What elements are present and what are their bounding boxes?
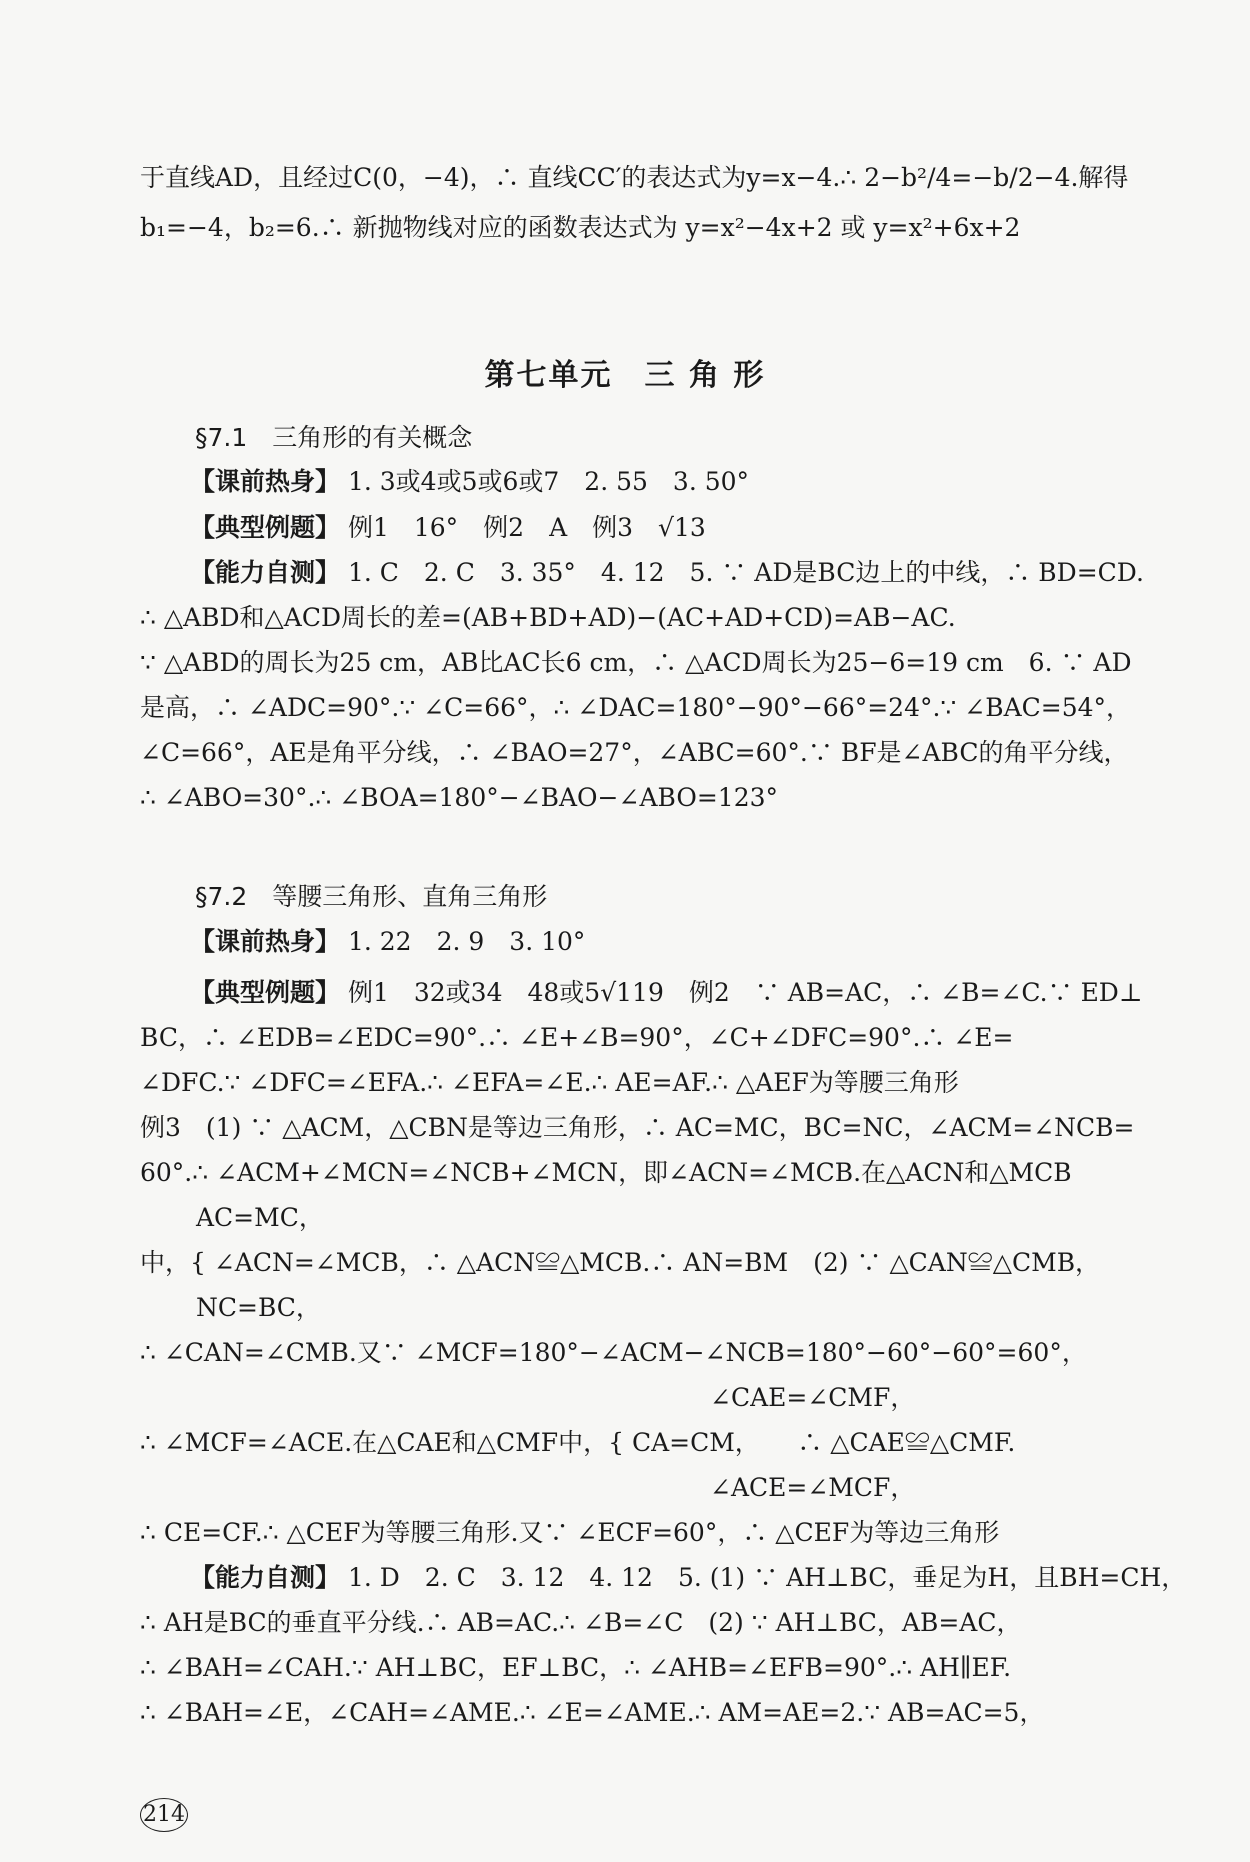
example-line — [190, 508, 1240, 548]
text-line: ∴ △ABD和△ACD周长的差=(AB+BD+AD)−(AC+AD+CD)=AB−AC. — [140, 603, 956, 632]
warmup-answers: 1. 3或4或5或6或7 2. 55 3. 50° — [347, 467, 750, 496]
text-line: 例3 (1) ∵ △ACM，△CBN是等边三角形，∴ AC=MC，BC=NC，∠ACM=∠NCB= — [140, 1113, 1135, 1142]
ability-tag: 【能力自测】 — [190, 1563, 341, 1592]
text-line: ∵ △ABD的周长为25 cm，AB比AC长6 cm，∴ △ACD周长为25−6=19 cm 6. ∵ AD — [140, 648, 1132, 677]
ability-line — [190, 1558, 1240, 1598]
system-row: NC=BC， — [196, 1293, 321, 1322]
text-line: 是高，∴ ∠ADC=90°.∵ ∠C=66°，∴ ∠DAC=180°−90°−66°=24°.∵ ∠BAC=54°， — [140, 693, 1132, 722]
example-tag: 【典型例题】 — [190, 513, 341, 542]
system-row: ∠ACE=∠MCF， — [710, 1473, 916, 1502]
example-answers: 例1 32或34 48或5√119 例2 ∵ AB=AC，∴ ∠B=∠C.∵ ED⊥ — [347, 978, 1143, 1007]
example-line — [190, 973, 1240, 1013]
text-line: 中，{ ∠ACN=∠MCB，∴ △ACN≌△MCB.∴ AN=BM (2) ∵ △CAN≌△CMB， — [140, 1248, 1101, 1277]
text-line: ∠DFC.∵ ∠DFC=∠EFA.∴ ∠EFA=∠E.∴ AE=AF.∴ △AEF为等腰三角形 — [140, 1068, 959, 1097]
text-line: ∴ ∠MCF=∠ACE.在△CAE和△CMF中，{ CA=CM， ∴ △CAE≌△CMF. — [140, 1428, 1016, 1457]
ability-tag: 【能力自测】 — [190, 558, 341, 587]
example-answers: 例1 16° 例2 A 例3 √13 — [347, 513, 706, 542]
system-row: ∠CAE=∠CMF， — [710, 1383, 916, 1412]
text-line: ∴ ∠BAH=∠CAH.∵ AH⊥BC，EF⊥BC，∴ ∠AHB=∠EFB=90°.∴ AH∥EF. — [140, 1653, 1012, 1682]
ability-line — [190, 553, 1240, 593]
unit-title: 第七单元 三 角 形 — [484, 358, 766, 393]
ability-answers: 1. D 2. C 3. 12 4. 12 5. (1) ∵ AH⊥BC，垂足为H，且BH=CH， — [347, 1563, 1187, 1592]
text-line: ∠C=66°，AE是角平分线，∴ ∠BAO=27°，∠ABC=60°.∵ BF是∠ABC的角平分线， — [140, 738, 1129, 767]
warmup-line — [190, 462, 1240, 502]
text-line: 60°.∴ ∠ACM+∠MCN=∠NCB+∠MCN，即∠ACN=∠MCB.在△ACN和△MCB — [140, 1158, 1072, 1187]
page-number: 214 — [140, 1798, 188, 1832]
text-line: ∴ CE=CF.∴ △CEF为等腰三角形.又∵ ∠ECF=60°，∴ △CEF为等边三角形 — [140, 1518, 1000, 1547]
example-tag: 【典型例题】 — [190, 978, 341, 1007]
warmup-line — [190, 922, 1240, 962]
warmup-answers: 1. 22 2. 9 3. 10° — [347, 927, 586, 956]
text-line: b₁=−4，b₂=6.∴ 新抛物线对应的函数表达式为 y=x²−4x+2 或 y=x²+6x+2 — [140, 213, 1021, 242]
text-line: ∴ ∠CAN=∠CMB.又∵ ∠MCF=180°−∠ACM−∠NCB=180°−60°−60°=60°， — [140, 1338, 1087, 1367]
text-line: ∴ ∠ABO=30°.∴ ∠BOA=180°−∠BAO−∠ABO=123° — [140, 783, 779, 812]
text-line: ∴ ∠BAH=∠E，∠CAH=∠AME.∴ ∠E=∠AME.∴ AM=AE=2.∵ AB=AC=5， — [140, 1698, 1045, 1727]
section-title: §7.1 三角形的有关概念 — [195, 423, 473, 452]
text-line: BC，∴ ∠EDB=∠EDC=90°.∴ ∠E+∠B=90°，∠C+∠DFC=90°.∴ ∠E= — [140, 1023, 1014, 1052]
ability-answers: 1. C 2. C 3. 35° 4. 12 5. ∵ AD是BC边上的中线，∴ BD=CD. — [347, 558, 1144, 587]
text-line: 于直线AD，且经过C(0，−4)，∴ 直线CC′的表达式为y=x−4.∴ 2−b²/4=−b/2−4.解得 — [140, 163, 1129, 192]
text-line: ∴ AH是BC的垂直平分线.∴ AB=AC.∴ ∠B=∠C (2) ∵ AH⊥BC，AB=AC， — [140, 1608, 1022, 1637]
warmup-tag: 【课前热身】 — [190, 927, 341, 956]
system-row: AC=MC， — [196, 1203, 324, 1232]
warmup-tag: 【课前热身】 — [190, 467, 341, 496]
section-title: §7.2 等腰三角形、直角三角形 — [195, 882, 548, 911]
